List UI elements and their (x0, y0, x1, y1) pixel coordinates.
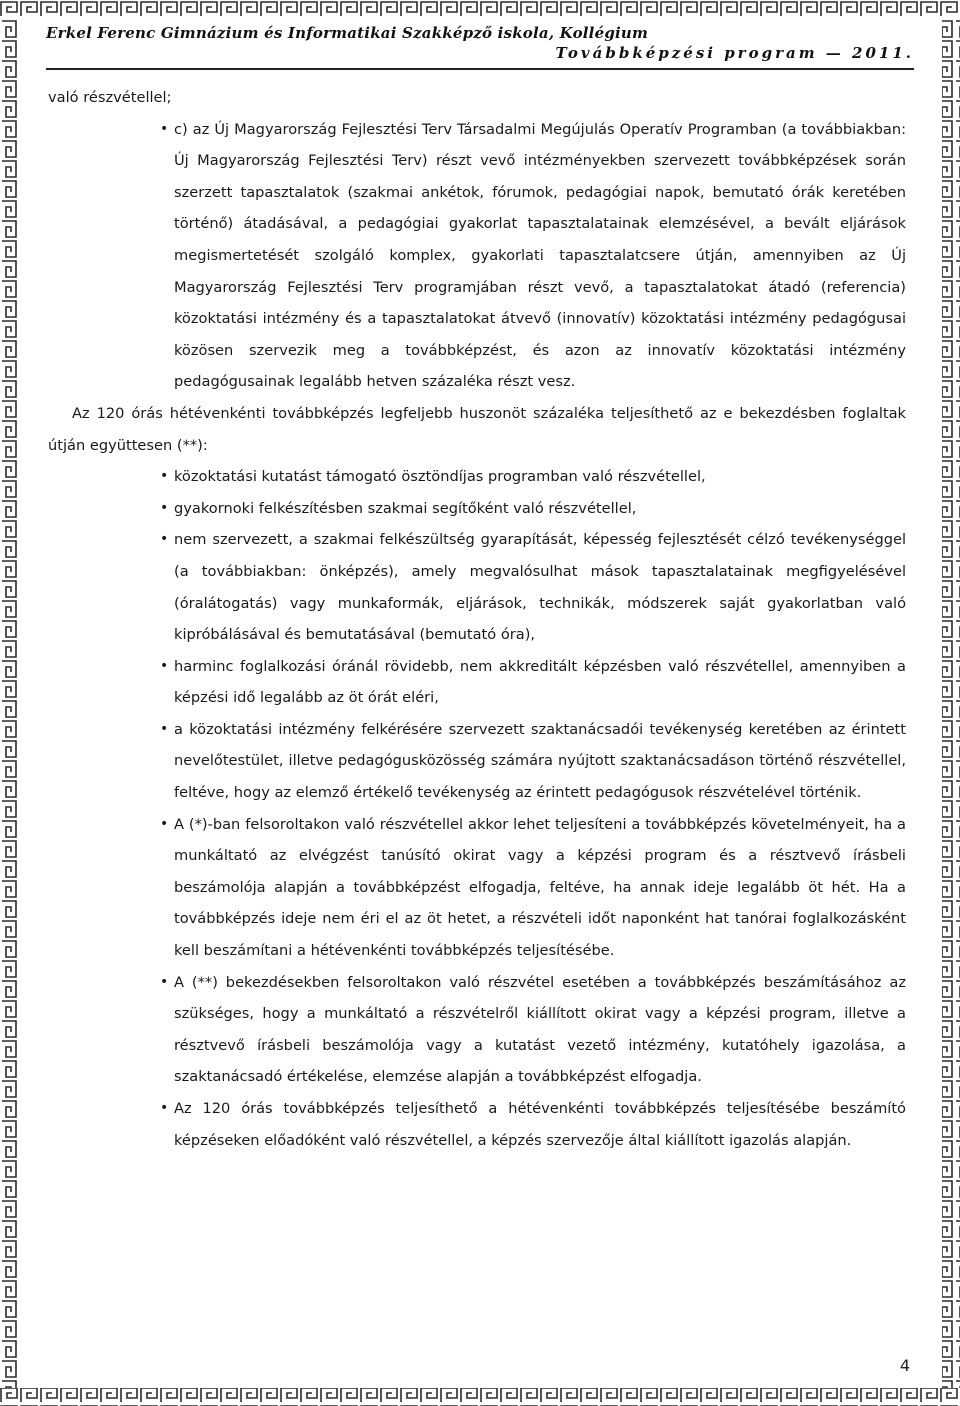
list-item (160, 461, 906, 493)
document-body (48, 82, 906, 1156)
bullet-icon: • (160, 720, 169, 737)
body-paragraph: Az 120 órás hétévenkénti továbbképzés legfeljebb huszonöt százaléka teljesíthető az e bekezdésben foglaltak útján együttesen (**): (48, 404, 906, 454)
bullet-icon: • (160, 657, 169, 674)
header-divider (46, 68, 914, 70)
list-item-text: A (**) bekezdésekben felsoroltakon való részvétel esetében a továbbképzés beszámításához az szükséges, hogy a munkáltató a részvételről kiállított okirat vagy a képzési program, illetve a résztvevő írásbeli beszámolója vagy a kutatást vezető intézmény, kutatóhely igazolása, a szaktanácsadó értékelése, elemzése alapján a továbbképzést elfogadja. (174, 973, 906, 1086)
bullet-icon: • (160, 120, 169, 137)
bullet-icon: • (160, 499, 169, 516)
page-number: 4 (899, 1356, 910, 1375)
list-item-text: a közoktatási intézmény felkérésére szervezett szaktanácsadói tevékenység keretében az érintett nevelőtestület, illetve pedagógusközösség számára nyújtott szaktanácsadáson történő részvétellel, feltéve, hogy az elemző értékelő tevékenység az érintett pedagógusok részvételével történik. (174, 720, 906, 802)
list-item-text: c) az Új Magyarország Fejlesztési Terv Társadalmi Megújulás Operatív Programban (a továbbiakban: Új Magyarország Fejlesztési Terv) részt vevő intézményekben szervezett továbbképzések során szerzett tapasztalatok (szakmai ankétok, fórumok, pedagógiai napok, bemutató órák keretében történő) átadásával, a pedagógiai gyakorlat tapasztalatainak elemzésével, a bevált eljárások megismertetését szolgáló komplex, gyakorlati tapasztalatcsere útján, amennyiben az Új Magyarország Fejlesztési Terv programjában részt vevő, a tapasztalatokat átadó (referencia) közoktatási intézmény és a tapasztalatokat átvevő (innovatív) közoktatási intézmény pedagógusai közösen szervezik meg a továbbképzést, és azon az innovatív közoktatási intézmény pedagógusainak legalább hetven százaléka részt vesz. (174, 120, 906, 391)
list-item (160, 809, 906, 967)
list-item (160, 1093, 906, 1156)
list-item-text: Az 120 órás továbbképzés teljesíthető a hétévenkénti továbbképzés teljesítésébe beszámító képzéseken előadóként való részvétellel, a képzés szervezője által kiállított igazolás alapján. (174, 1100, 906, 1149)
list-item-text: gyakornoki felkészítésben szakmai segítőként való részvétellel, (174, 499, 637, 517)
list-item (160, 524, 906, 650)
list-item-text: harminc foglalkozási óránál rövidebb, nem akkreditált képzésben való részvétellel, amennyiben a képzési idő legalább az öt órát eléri, (174, 657, 906, 707)
bullet-icon: • (160, 1100, 169, 1116)
list-item (160, 967, 906, 1093)
bullet-icon: • (160, 468, 169, 485)
list-item-text: közoktatási kutatást támogató ösztöndíjas programban való részvétellel, (174, 468, 706, 486)
bullet-icon: • (160, 531, 169, 548)
list-item (160, 493, 906, 525)
list-item (160, 714, 906, 809)
list-item-text: A (*)-ban felsoroltakon való részvétellel akkor lehet teljesíteni a továbbképzés követelményeit, ha a munkáltató az elvégzést tanúsító okirat vagy a képzési program és a résztvevő írásbeli beszámolója alapján a továbbképzést elfogadja, feltéve, ha annak ideje legalább öt hét. Ha a továbbképzés ideje nem éri el az öt hetet, a részvételi időt naponként hat tanórai foglalkozásként kell beszámítani a hétévenkénti továbbképzés teljesítésébe. (174, 815, 906, 960)
bullet-icon: • (160, 973, 169, 990)
bullet-list (48, 461, 906, 1156)
list-item (160, 651, 906, 714)
header-program-title: Továbbképzési program — 2011. (555, 44, 914, 62)
list-item (160, 114, 906, 398)
bullet-icon: • (160, 815, 169, 832)
header-school-name: Erkel Ferenc Gimnázium és Informatikai Szakképző iskola, Kollégium (46, 24, 649, 42)
lead-line: való részvétellel; (48, 89, 172, 106)
sub-item-list (48, 114, 906, 398)
list-item-text: nem szervezett, a szakmai felkészültség gyarapítását, képesség fejlesztését célzó tevékenységgel (a továbbiakban: önképzés), amely megvalósulhat mások tapasztalatainak megfigyelésével (óralátogatás) vagy munkaformák, eljárások, technikák, módszerek saját gyakorlatban való kipróbálásával és bemutatásával (bemutató óra), (174, 531, 906, 644)
